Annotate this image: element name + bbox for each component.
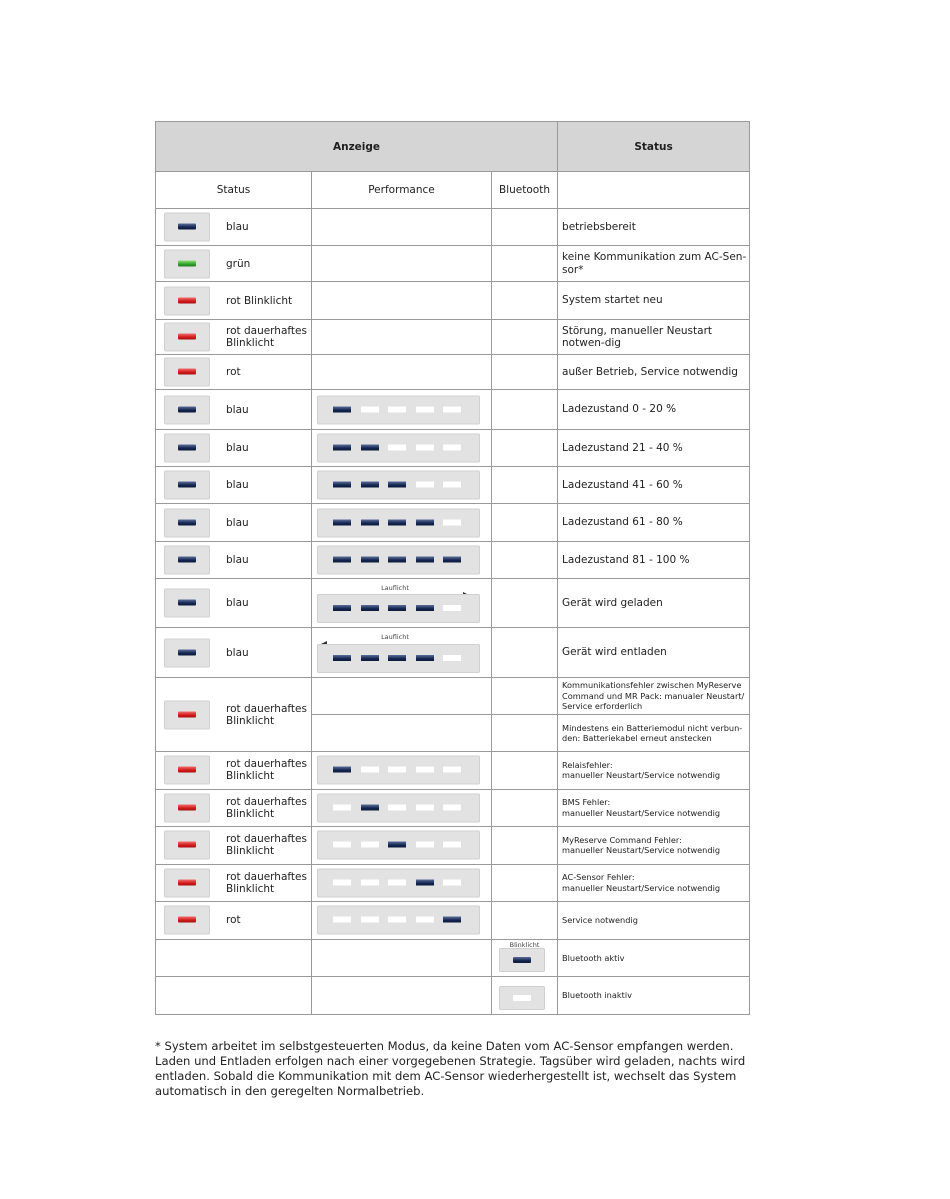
- blue-led-icon: [178, 482, 196, 488]
- subheader-empty: [558, 172, 750, 209]
- led-indicator: [164, 546, 210, 575]
- status-text: [558, 752, 750, 790]
- status-text: Kommunikationsfehler zwischen MyReserve Command und MR Pack: manualer Neustart/ Service erforderlich: [558, 678, 750, 715]
- led-indicator: [164, 638, 210, 667]
- led-color-label: blau: [226, 442, 249, 454]
- performance-cell: [312, 430, 492, 467]
- table-row: [156, 752, 750, 790]
- red-led-icon: [178, 804, 196, 810]
- performance-led-3: [388, 842, 406, 848]
- led-color-label: grün: [226, 257, 251, 270]
- performance-cell: [312, 789, 492, 827]
- led-indicator: [164, 868, 210, 897]
- performance-leds: [317, 508, 480, 537]
- led-color-label: blau: [226, 403, 249, 416]
- performance-led-3: [388, 917, 406, 923]
- performance-led-1: [333, 917, 351, 923]
- bluetooth-cell: [492, 467, 558, 504]
- red-led-icon: [178, 297, 196, 303]
- performance-leds: [317, 395, 480, 424]
- performance-led-3: [388, 655, 406, 661]
- bluetooth-blink-label: Blinklicht: [509, 940, 540, 949]
- led-indicator: [164, 700, 210, 729]
- performance-cell: [312, 246, 492, 282]
- bluetooth-cell: [492, 246, 558, 282]
- performance-cell: [312, 939, 492, 977]
- performance-led-2: [361, 767, 379, 773]
- status-cell: [156, 542, 312, 579]
- performance-cell: [312, 355, 492, 390]
- performance-led-4: [416, 842, 434, 848]
- subheader-status: Status: [156, 172, 312, 209]
- performance-led-4: [416, 519, 434, 525]
- performance-led-1: [333, 804, 351, 810]
- table-row: [156, 827, 750, 865]
- status-text: [558, 902, 750, 940]
- led-color-label: rot dauerhaftes Blinklicht: [226, 758, 307, 783]
- performance-led-4: [416, 605, 434, 611]
- green-led-icon: [178, 260, 196, 266]
- status-text: Mindestens ein Batteriemodul nicht verbun-den: Batteriekabel erneut anstecken: [558, 715, 750, 752]
- status-text: Störung, manueller Neustart notwen-dig: [558, 320, 750, 355]
- performance-led-5: [443, 804, 461, 810]
- error-title: AC-Sensor Fehler:: [562, 872, 635, 883]
- status-text: [558, 864, 750, 902]
- performance-led-5: [443, 879, 461, 885]
- red-led-icon: [178, 369, 196, 375]
- lauflicht-label: Lauflicht: [381, 584, 409, 592]
- bluetooth-indicator: [499, 986, 545, 1010]
- performance-led-5: [443, 482, 461, 488]
- table-row: [156, 467, 750, 504]
- status-text: [558, 827, 750, 865]
- bluetooth-cell: [492, 902, 558, 940]
- performance-led-3: [388, 406, 406, 412]
- bluetooth-cell: [492, 939, 558, 977]
- performance-cell: [312, 209, 492, 246]
- status-cell: [156, 430, 312, 467]
- status-text: keine Kommunikation zum AC-Sen-sor*: [558, 246, 750, 282]
- status-cell: [156, 355, 312, 390]
- bluetooth-cell: [492, 827, 558, 865]
- status-text: Ladezustand 41 - 60 %: [558, 467, 750, 504]
- blue-led-icon: [178, 445, 196, 451]
- performance-led-4: [416, 767, 434, 773]
- led-indicator: [164, 793, 210, 822]
- led-color-label: rot: [226, 366, 241, 378]
- bluetooth-cell: [492, 678, 558, 715]
- performance-led-3: [388, 879, 406, 885]
- led-indicator: [164, 286, 210, 315]
- performance-cell: [312, 320, 492, 355]
- status-text: Bluetooth aktiv: [558, 939, 750, 977]
- led-color-label: blau: [226, 221, 249, 233]
- led-indicator: [164, 508, 210, 537]
- header-status: Status: [558, 122, 750, 172]
- performance-led-3: [388, 482, 406, 488]
- performance-led-2: [361, 482, 379, 488]
- performance-leds: [317, 644, 480, 673]
- status-cell: [156, 320, 312, 355]
- performance-led-4: [416, 804, 434, 810]
- error-text: manueller Neustart/Service notwendig: [562, 770, 721, 781]
- led-indicator: [164, 213, 210, 242]
- led-indicator: [164, 249, 210, 278]
- bluetooth-cell: [492, 504, 558, 542]
- bluetooth-cell: [492, 282, 558, 320]
- performance-led-5: [443, 605, 461, 611]
- table-row: [156, 902, 750, 940]
- performance-led-2: [361, 804, 379, 810]
- bluetooth-cell: [492, 390, 558, 430]
- subheader-performance: Performance: [312, 172, 492, 209]
- blue-led-icon: [178, 406, 196, 412]
- lauflicht-label: Lauflicht: [381, 633, 409, 641]
- red-led-icon: [178, 842, 196, 848]
- performance-led-1: [333, 406, 351, 412]
- bluetooth-cell: [492, 579, 558, 628]
- bluetooth-led-icon: [513, 957, 531, 963]
- performance-led-4: [416, 655, 434, 661]
- performance-led-1: [333, 767, 351, 773]
- performance-cell: [312, 678, 492, 715]
- led-color-label: rot dauerhaftes Blinklicht: [226, 795, 307, 820]
- performance-leds: [317, 471, 480, 500]
- led-indicator: [164, 906, 210, 935]
- table-row: [156, 209, 750, 246]
- performance-led-2: [361, 406, 379, 412]
- status-cell: [156, 939, 312, 977]
- led-indicator: [164, 323, 210, 352]
- performance-led-1: [333, 879, 351, 885]
- bluetooth-cell: [492, 320, 558, 355]
- status-text: Ladezustand 0 - 20 %: [558, 390, 750, 430]
- performance-led-5: [443, 655, 461, 661]
- performance-led-1: [333, 605, 351, 611]
- led-indicator: [164, 395, 210, 424]
- performance-cell: [312, 628, 492, 678]
- error-title: Relaisfehler:: [562, 759, 613, 770]
- status-cell: [156, 467, 312, 504]
- status-cell: [156, 977, 312, 1015]
- status-text: Gerät wird geladen: [558, 579, 750, 628]
- bluetooth-cell: [492, 752, 558, 790]
- performance-leds: [317, 434, 480, 463]
- performance-led-1: [333, 842, 351, 848]
- performance-led-5: [443, 557, 461, 563]
- blue-led-icon: [178, 649, 196, 655]
- performance-led-1: [333, 655, 351, 661]
- status-cell: [156, 902, 312, 940]
- performance-led-3: [388, 557, 406, 563]
- performance-cell: [312, 827, 492, 865]
- performance-led-4: [416, 482, 434, 488]
- red-led-icon: [178, 879, 196, 885]
- performance-led-3: [388, 519, 406, 525]
- subheader-row: [156, 172, 750, 209]
- table-row: [156, 282, 750, 320]
- performance-led-5: [443, 519, 461, 525]
- performance-cell: [312, 467, 492, 504]
- performance-leds: [317, 756, 480, 785]
- performance-cell: [312, 390, 492, 430]
- performance-led-2: [361, 842, 379, 848]
- table-row: [156, 939, 750, 977]
- status-text: Gerät wird entladen: [558, 628, 750, 678]
- performance-led-5: [443, 445, 461, 451]
- bluetooth-cell: [492, 977, 558, 1015]
- table-row: [156, 246, 750, 282]
- bluetooth-led-icon: [513, 995, 531, 1001]
- performance-cell: [312, 542, 492, 579]
- performance-cell: [312, 864, 492, 902]
- status-cell: [156, 789, 312, 827]
- led-color-label: blau: [226, 479, 249, 491]
- led-color-label: blau: [226, 597, 249, 609]
- subheader-bluetooth: Bluetooth: [492, 172, 558, 209]
- blue-led-icon: [178, 224, 196, 230]
- bluetooth-indicator: [499, 948, 545, 972]
- performance-led-4: [416, 879, 434, 885]
- red-led-icon: [178, 334, 196, 340]
- performance-led-5: [443, 842, 461, 848]
- performance-led-2: [361, 655, 379, 661]
- performance-led-3: [388, 767, 406, 773]
- error-text: manueller Neustart/Service notwendig: [562, 807, 721, 818]
- bluetooth-cell: [492, 628, 558, 678]
- led-color-label: rot dauerhaftes Blinklicht: [226, 833, 307, 858]
- table-body: [156, 209, 750, 1015]
- performance-led-3: [388, 605, 406, 611]
- led-status-table: [155, 121, 750, 1015]
- led-color-label: rot dauerhaftes Blinklicht: [226, 325, 307, 349]
- status-cell: [156, 827, 312, 865]
- table-row: [156, 320, 750, 355]
- performance-led-5: [443, 406, 461, 412]
- status-cell: [156, 390, 312, 430]
- status-text: Ladezustand 61 - 80 %: [558, 504, 750, 542]
- red-led-icon: [178, 711, 196, 717]
- header-row: [156, 122, 750, 172]
- status-cell: [156, 678, 312, 752]
- performance-led-2: [361, 917, 379, 923]
- performance-cell: [312, 977, 492, 1015]
- performance-led-1: [333, 482, 351, 488]
- status-text: [558, 789, 750, 827]
- status-cell: [156, 864, 312, 902]
- bluetooth-cell: [492, 542, 558, 579]
- led-indicator: [164, 589, 210, 618]
- table-row: [156, 977, 750, 1015]
- performance-cell: [312, 715, 492, 752]
- error-text: manueller Neustart/Service notwendig: [562, 845, 721, 856]
- led-color-label: rot: [226, 914, 241, 927]
- performance-led-4: [416, 917, 434, 923]
- performance-leds: [317, 594, 480, 623]
- led-indicator: [164, 358, 210, 387]
- performance-leds: [317, 868, 480, 897]
- performance-led-2: [361, 557, 379, 563]
- bluetooth-cell: [492, 209, 558, 246]
- led-color-label: rot dauerhaftes Blinklicht: [226, 702, 307, 727]
- status-text: betriebsbereit: [558, 209, 750, 246]
- led-indicator: [164, 434, 210, 463]
- bluetooth-cell: [492, 715, 558, 752]
- error-text: Service notwendig: [562, 915, 638, 925]
- table-row: [156, 504, 750, 542]
- performance-leds: [317, 546, 480, 575]
- table-row: [156, 542, 750, 579]
- status-cell: [156, 504, 312, 542]
- performance-led-3: [388, 804, 406, 810]
- error-text: manueller Neustart/Service notwendig: [562, 882, 721, 893]
- performance-led-4: [416, 406, 434, 412]
- blue-led-icon: [178, 519, 196, 525]
- status-cell: [156, 282, 312, 320]
- performance-led-2: [361, 445, 379, 451]
- performance-led-3: [388, 445, 406, 451]
- table-row: [156, 355, 750, 390]
- status-cell: [156, 579, 312, 628]
- led-color-label: blau: [226, 516, 249, 529]
- performance-led-1: [333, 519, 351, 525]
- led-indicator: [164, 831, 210, 860]
- performance-cell: [312, 504, 492, 542]
- bluetooth-cell: [492, 864, 558, 902]
- performance-led-2: [361, 605, 379, 611]
- led-indicator: [164, 471, 210, 500]
- footnote: * System arbeitet im selbstgesteuerten Modus, da keine Daten vom AC-Sensor empfangen werden. Laden und Entladen erfolgen nach einer vorgegebenen Strategie. Tagsüber wird geladen, nachts wird entladen. Sobald die Kommunikation mit dem AC-Sensor wiederhergestellt ist, wechselt das System automatisch in den geregelten Normalbetrieb.: [155, 1039, 746, 1098]
- led-color-label: rot Blinklicht: [226, 294, 293, 307]
- status-cell: [156, 209, 312, 246]
- performance-cell: [312, 282, 492, 320]
- bluetooth-cell: [492, 789, 558, 827]
- performance-led-1: [333, 557, 351, 563]
- status-cell: [156, 246, 312, 282]
- bluetooth-cell: [492, 355, 558, 390]
- blue-led-icon: [178, 557, 196, 563]
- performance-led-4: [416, 445, 434, 451]
- table-row: [156, 430, 750, 467]
- status-text: System startet neu: [558, 282, 750, 320]
- performance-led-2: [361, 519, 379, 525]
- performance-led-5: [443, 767, 461, 773]
- bluetooth-cell: [492, 430, 558, 467]
- status-cell: [156, 628, 312, 678]
- performance-leds: [317, 906, 480, 935]
- table-row: [156, 789, 750, 827]
- performance-leds: [317, 831, 480, 860]
- performance-led-5: [443, 917, 461, 923]
- status-cell: [156, 752, 312, 790]
- performance-led-1: [333, 445, 351, 451]
- blue-led-icon: [178, 600, 196, 606]
- performance-led-2: [361, 879, 379, 885]
- table-row: [156, 678, 750, 715]
- error-title: MyReserve Command Fehler:: [562, 834, 682, 845]
- performance-cell: [312, 752, 492, 790]
- led-color-label: blau: [226, 646, 249, 659]
- table-row: [156, 864, 750, 902]
- led-color-label: blau: [226, 554, 249, 566]
- header-anzeige: Anzeige: [156, 122, 558, 172]
- table-row: [156, 390, 750, 430]
- performance-leds: [317, 793, 480, 822]
- led-color-label: rot dauerhaftes Blinklicht: [226, 870, 307, 895]
- status-text: Ladezustand 21 - 40 %: [558, 430, 750, 467]
- performance-led-4: [416, 557, 434, 563]
- table-row: [156, 628, 750, 678]
- led-indicator: [164, 756, 210, 785]
- performance-cell: [312, 579, 492, 628]
- error-title: BMS Fehler:: [562, 797, 611, 808]
- red-led-icon: [178, 767, 196, 773]
- status-text: Bluetooth inaktiv: [558, 977, 750, 1015]
- red-led-icon: [178, 917, 196, 923]
- status-text: außer Betrieb, Service notwendig: [558, 355, 750, 390]
- status-text: Ladezustand 81 - 100 %: [558, 542, 750, 579]
- performance-cell: [312, 902, 492, 940]
- table-row: [156, 579, 750, 628]
